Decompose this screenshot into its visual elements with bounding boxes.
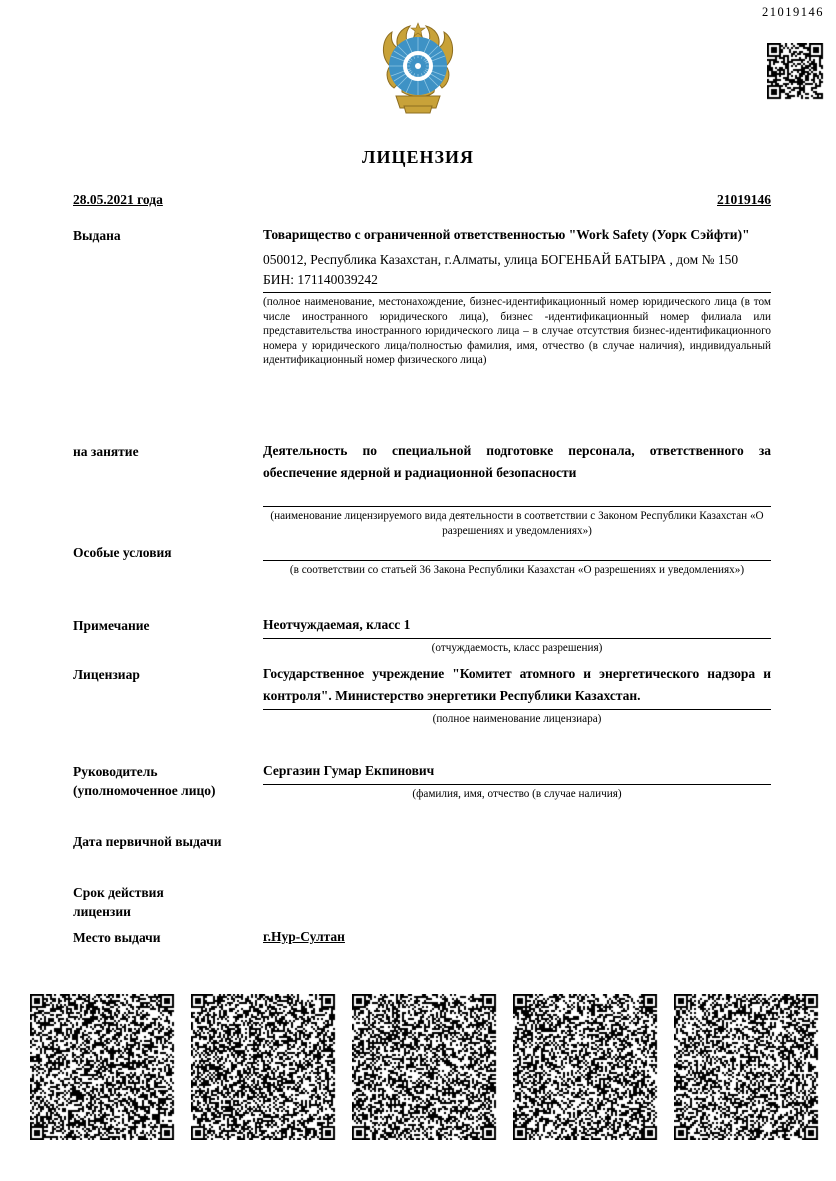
head-label-line2: (уполномоченное лицо) <box>73 783 216 798</box>
field-validity <box>73 881 771 921</box>
qr-code-icon <box>513 994 658 1140</box>
qr-code-icon <box>674 994 819 1140</box>
field-rule <box>263 506 771 507</box>
field-first-issue-date <box>73 830 771 851</box>
field-remark <box>73 614 771 656</box>
kazakhstan-coat-of-arms-icon <box>376 22 460 116</box>
document-number-top: 21019146 <box>762 5 824 19</box>
field-activity <box>73 440 771 538</box>
qr-code-icon <box>767 43 824 100</box>
field-rule <box>263 560 771 561</box>
field-licensor <box>73 663 771 727</box>
date-number-row <box>73 192 771 208</box>
field-label <box>73 760 263 802</box>
field-rule <box>263 292 771 293</box>
field-label: на занятие <box>73 444 139 459</box>
issued-to-value: Товарищество с ограниченной ответственностью "Work Safety (Уорк Сэйфти)" <box>263 227 750 242</box>
issue-place-value: г.Нур-Султан <box>263 929 345 944</box>
qr-code-strip <box>30 994 819 1140</box>
field-special-conditions <box>73 541 771 578</box>
field-note: (полное наименование, местонахождение, бизнес-идентификационный номер юридического лица (в том числе иностранного юридического лица), бизнес -идентификационный номер филиала или представительства иностранного юридического лица – в случае отсутствия бизнес-идентификационного номера у юридического лица/полностью фамилия, имя, отчество (в случае наличия), индивидуальный идентификационный номер физического лица) <box>263 296 771 366</box>
license-number: 21019146 <box>717 192 771 207</box>
validity-label-line1: Срок действия <box>73 885 164 900</box>
head-label-line1: Руководитель <box>73 764 158 779</box>
qr-code-icon <box>30 994 175 1140</box>
field-label <box>73 881 263 921</box>
field-note: (в соответствии со статьей 36 Закона Республики Казахстан «О разрешениях и уведомлениях») <box>289 564 745 576</box>
field-note: (фамилия, имя, отчество (в случае наличия) <box>412 788 622 800</box>
issued-to-address: 050012, Республика Казахстан, г.Алматы, улица БОГЕНБАЙ БАТЫРА , дом № 150 <box>263 252 739 267</box>
head-value: Сергазин Гумар Екпинович <box>263 763 435 778</box>
field-issue-place <box>73 926 771 948</box>
field-issued-to <box>73 224 771 368</box>
field-rule <box>263 784 771 785</box>
page-title: ЛИЦЕНЗИЯ <box>362 147 474 167</box>
field-head <box>73 760 771 802</box>
field-note: (полное наименование лицензиара) <box>432 713 602 725</box>
qr-code-icon <box>191 994 336 1140</box>
licensor-value: Государственное учреждение "Комитет атомного и энергетического надзора и контроля". Министерство энергетики Республики Казахстан. <box>263 666 771 703</box>
issued-to-bin: БИН: 171140039242 <box>263 272 378 287</box>
field-label: Место выдачи <box>73 930 161 945</box>
field-label: Выдана <box>73 228 121 243</box>
field-rule <box>263 638 771 639</box>
field-note: (отчуждаемость, класс разрешения) <box>431 642 603 654</box>
field-label: Дата первичной выдачи <box>73 834 222 849</box>
remark-value: Неотчуждаемая, класс 1 <box>263 617 411 632</box>
validity-label-line2: лицензии <box>73 904 131 919</box>
field-label: Особые условия <box>73 545 172 560</box>
issue-date: 28.05.2021 года <box>73 192 163 207</box>
qr-code-icon <box>352 994 497 1140</box>
field-label: Лицензиар <box>73 667 140 682</box>
field-rule <box>263 709 771 710</box>
field-note: (наименование лицензируемого вида деятельности в соответствии с Законом Республики Казахстан «О разрешениях и уведомлениях») <box>270 510 764 537</box>
field-label: Примечание <box>73 618 150 633</box>
activity-value: Деятельность по специальной подготовке персонала, ответственного за обеспечение ядерной и радиационной безопасности <box>263 443 771 480</box>
